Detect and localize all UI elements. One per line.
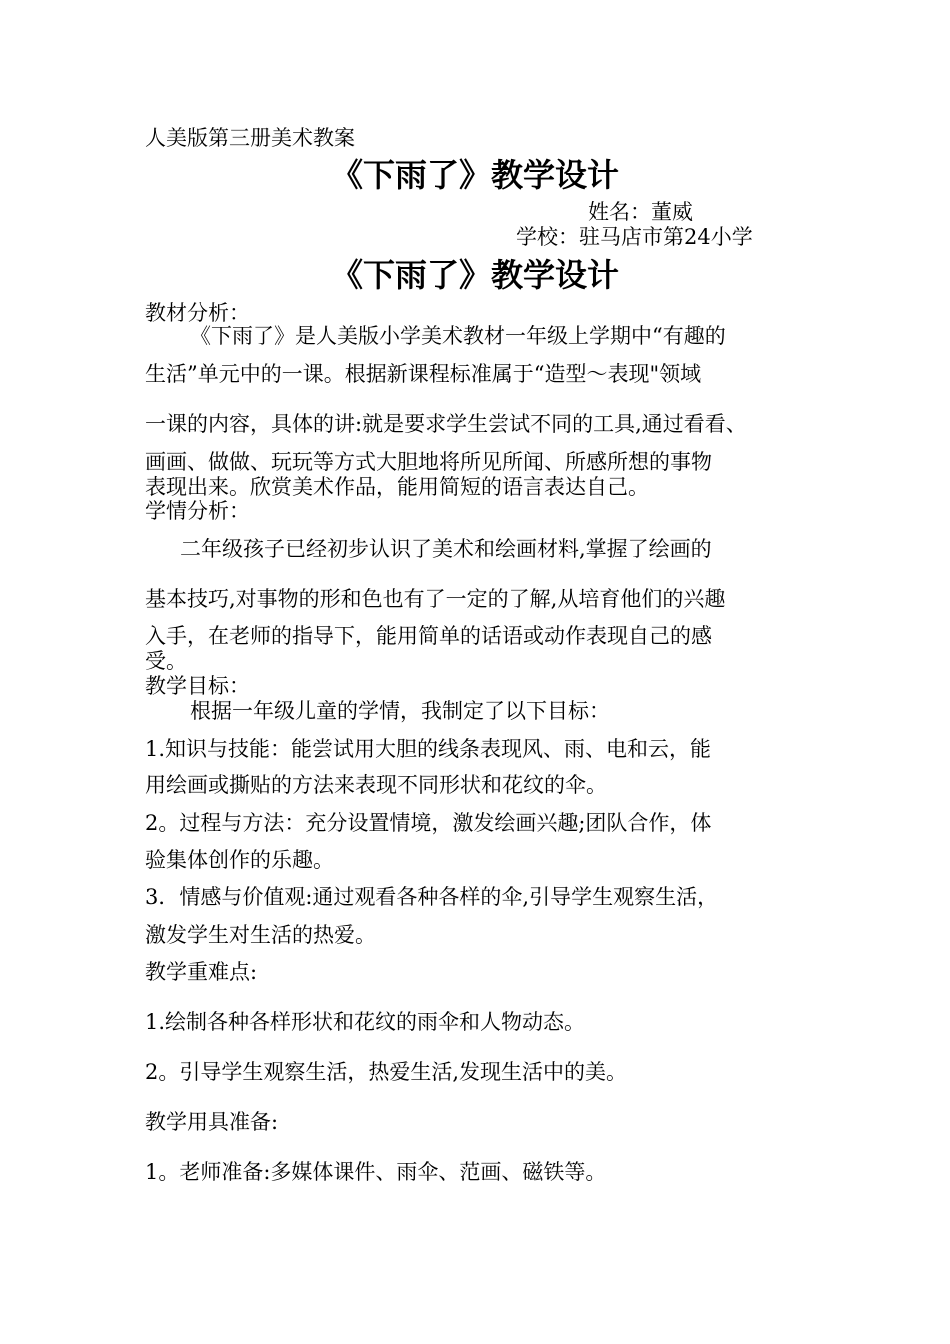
tools-heading: 教学用具准备: [145,1110,279,1134]
key-point-item: 2。引导学生观察生活，热爱生活,发现生活中的美。 [145,1060,628,1084]
school-name: 学校：驻马店市第24小学 [516,225,753,249]
material-line: 《下雨了》是人美版小学美术教材一年级上学期中“有趣的 [190,324,726,348]
learner-heading: 学情分析： [145,499,250,523]
learner-line: 基本技巧,对事物的形和色也有了一定的了解,从培育他们的兴趣 [145,587,726,611]
goal-item: 1.知识与技能：能尝试用大胆的线条表现风、雨、电和云，能 [145,737,712,761]
tools-item: 1。老师准备:多媒体课件、雨伞、范画、磁铁等。 [145,1160,607,1184]
key-points-heading: 教学重难点: [145,960,258,984]
section-title: 《下雨了》教学设计 [330,256,619,294]
goal-item: 3．情感与价值观:通过观看各种各样的伞,引导学生观察生活， [145,885,719,909]
goal-item: 用绘画或撕贴的方法来表现不同形状和花纹的伞。 [145,773,607,797]
material-line: 生活”单元中的一课。根据新课程标准属于“造型～表现"领域 [145,362,702,386]
key-point-item: 1.绘制各种各样形状和花纹的雨伞和人物动态。 [145,1010,586,1034]
learner-line: 二年级孩子已经初步认识了美术和绘画材料,掌握了绘画的 [180,537,712,561]
material-line: 一课的内容，具体的讲:就是要求学生尝试不同的工具,通过看看、 [145,412,747,436]
goals-intro: 根据一年级儿童的学情，我制定了以下目标： [190,699,610,723]
goal-item: 激发学生对生活的热爱。 [145,923,376,947]
goal-item: 验集体创作的乐趣。 [145,848,334,872]
learner-line: 入手，在老师的指导下，能用简单的话语或动作表现自己的感 [145,624,712,648]
learner-line: 受。 [145,649,187,673]
material-line: 画画、做做、玩玩等方式大胆地将所见所闻、所感所想的事物 [145,450,712,474]
material-heading: 教材分析： [145,301,250,325]
goals-heading: 教学目标： [145,674,250,698]
author-name: 姓名：董威 [588,200,693,224]
main-title: 《下雨了》教学设计 [330,156,619,194]
material-line: 表现出来。欣赏美术作品，能用简短的语言表达自己。 [145,475,649,499]
document-header-line: 人美版第三册美术教案 [145,126,355,150]
goal-item: 2。过程与方法：充分设置情境，激发绘画兴趣;团队合作，体 [145,811,712,835]
